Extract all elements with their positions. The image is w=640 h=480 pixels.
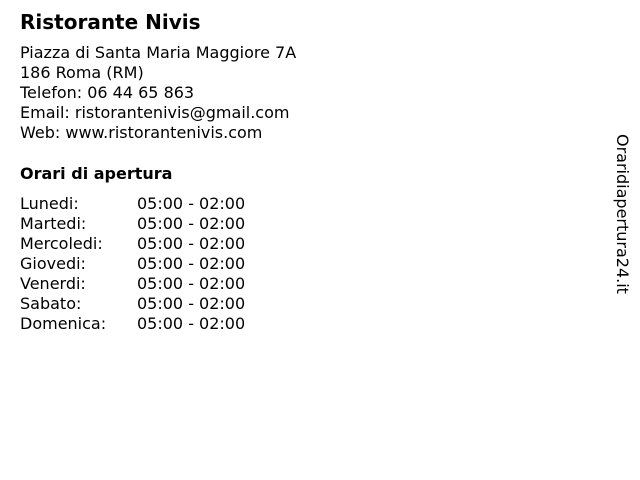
- site-watermark: Oraridiapertura24.it: [613, 134, 632, 294]
- restaurant-name: Ristorante Nivis: [20, 10, 201, 34]
- day-label: Martedi:: [20, 214, 87, 233]
- time-range: 05:00 - 02:00: [137, 314, 246, 333]
- hours-row-sunday: [20, 314, 267, 334]
- time-range: 05:00 - 02:00: [137, 294, 246, 313]
- time-range: 05:00 - 02:00: [137, 194, 246, 213]
- hours-row-tuesday: [20, 214, 267, 234]
- hours-row-friday: [20, 274, 267, 294]
- day-label: Lunedi:: [20, 194, 79, 213]
- day-label: Sabato:: [20, 294, 82, 313]
- opening-hours-table: [20, 194, 267, 334]
- hours-row-wednesday: [20, 234, 267, 254]
- day-label: Domenica:: [20, 314, 107, 333]
- day-label: Mercoledi:: [20, 234, 103, 253]
- day-label: Venerdi:: [20, 274, 86, 293]
- website: Web: www.ristorantenivis.com: [20, 123, 263, 142]
- address-city: 186 Roma (RM): [20, 63, 144, 82]
- contact-info: [20, 43, 296, 143]
- hours-row-saturday: [20, 294, 267, 314]
- opening-hours-heading: Orari di apertura: [20, 164, 173, 183]
- hours-row-monday: [20, 194, 267, 214]
- day-label: Giovedi:: [20, 254, 86, 273]
- phone-number: Telefon: 06 44 65 863: [20, 83, 195, 102]
- hours-row-thursday: [20, 254, 267, 274]
- email-address: Email: ristorantenivis@gmail.com: [20, 103, 290, 122]
- time-range: 05:00 - 02:00: [137, 214, 246, 233]
- address-street: Piazza di Santa Maria Maggiore 7A: [20, 43, 297, 62]
- time-range: 05:00 - 02:00: [137, 274, 246, 293]
- time-range: 05:00 - 02:00: [137, 254, 246, 273]
- time-range: 05:00 - 02:00: [137, 234, 246, 253]
